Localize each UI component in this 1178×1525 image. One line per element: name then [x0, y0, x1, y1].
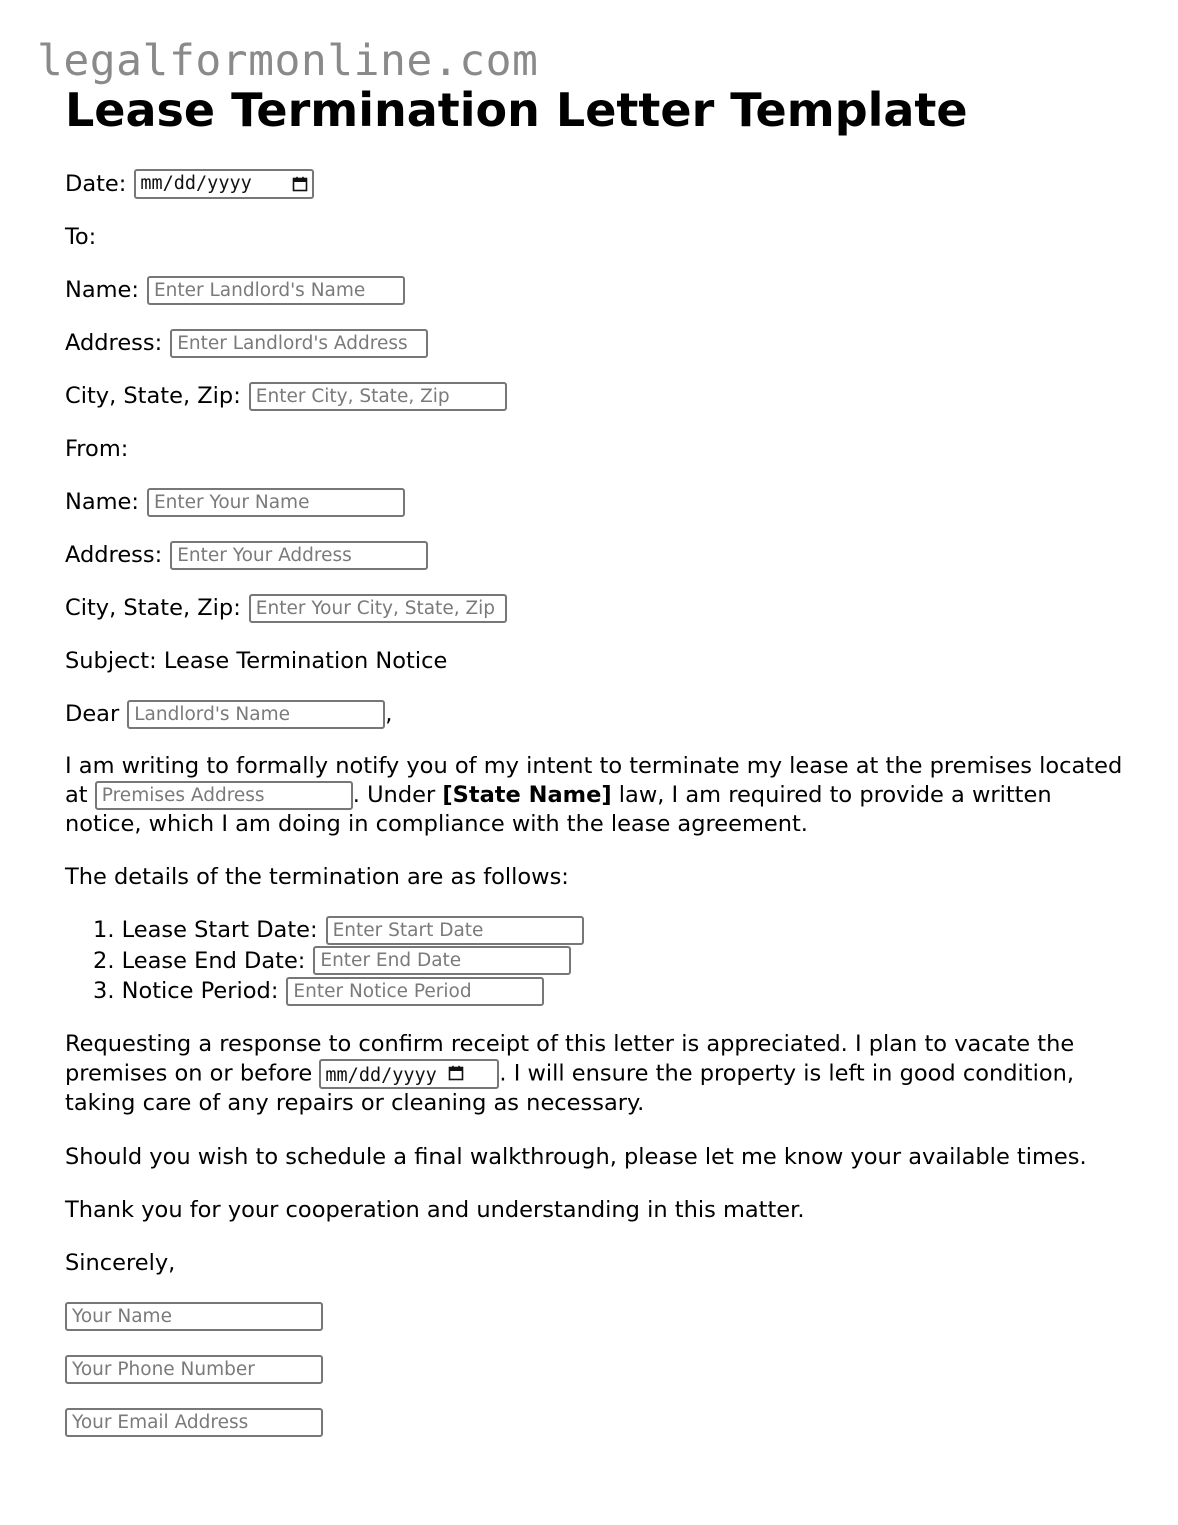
- list-item: [65, 915, 1135, 946]
- tenant-city-input[interactable]: Enter Your City, State, Zip: [249, 594, 507, 623]
- to-address-label: Address:: [65, 330, 163, 356]
- salutation-row: [65, 699, 1135, 729]
- signature-email-input[interactable]: Your Email Address: [65, 1408, 323, 1437]
- to-name-label: Name:: [65, 277, 139, 303]
- signature-phone-input[interactable]: Your Phone Number: [65, 1355, 323, 1384]
- details-list: [65, 915, 1135, 1007]
- detail-label: Notice Period:: [121, 978, 279, 1005]
- date-row: [65, 169, 1135, 199]
- calendar-icon[interactable]: [448, 1065, 464, 1081]
- detail-label: Lease End Date:: [121, 947, 306, 974]
- landlord-name-input[interactable]: Enter Landlord's Name: [147, 276, 405, 305]
- letter-content: [65, 82, 1135, 1460]
- from-address-row: [65, 540, 1135, 570]
- detail-label: Lease Start Date:: [121, 917, 318, 944]
- closing-line: Sincerely,: [65, 1249, 176, 1276]
- vacate-date-input[interactable]: [319, 1059, 499, 1089]
- lease-end-date-input[interactable]: Enter End Date: [313, 946, 571, 975]
- subject-row: [65, 646, 1135, 676]
- from-address-label: Address:: [65, 542, 163, 568]
- from-heading-row: [65, 434, 1135, 464]
- to-city-label: City, State, Zip:: [65, 383, 241, 409]
- vacate-paragraph: [65, 1030, 1135, 1119]
- from-city-label: City, State, Zip:: [65, 595, 241, 621]
- thanks-paragraph: Thank you for your cooperation and understanding in this matter.: [65, 1196, 805, 1223]
- tenant-address-input[interactable]: Enter Your Address: [170, 541, 428, 570]
- date-value: mm/dd/yyyy: [140, 173, 252, 194]
- detail-number: 1.: [93, 917, 115, 944]
- notice-period-input[interactable]: Enter Notice Period: [286, 977, 544, 1006]
- detail-number: 2.: [93, 947, 115, 974]
- landlord-address-input[interactable]: Enter Landlord's Address: [170, 329, 428, 358]
- site-watermark: legalformonline.com: [37, 36, 539, 86]
- intro-paragraph: [65, 752, 1135, 839]
- premises-address-input[interactable]: Premises Address: [95, 781, 353, 810]
- lease-start-date-input[interactable]: Enter Start Date: [326, 916, 584, 945]
- from-name-row: [65, 487, 1135, 517]
- walkthrough-paragraph: Should you wish to schedule a final walkthrough, please let me know your available times.: [65, 1143, 1087, 1170]
- salutation-landlord-input[interactable]: Landlord's Name: [127, 700, 385, 729]
- from-name-label: Name:: [65, 489, 139, 515]
- landlord-city-input[interactable]: Enter City, State, Zip: [249, 382, 507, 411]
- to-heading: To:: [65, 224, 97, 250]
- tenant-name-input[interactable]: Enter Your Name: [147, 488, 405, 517]
- intro-text-1: I am writing to formally notify you of my intent to terminate my lease at the premises located at: [65, 753, 1123, 808]
- calendar-icon[interactable]: [292, 176, 308, 192]
- list-item: [65, 976, 1135, 1007]
- signature-name-input[interactable]: Your Name: [65, 1302, 323, 1331]
- intro-text-2: . Under: [352, 782, 436, 808]
- signature-name-row: [65, 1301, 1135, 1330]
- from-city-row: [65, 593, 1135, 623]
- to-name-row: [65, 275, 1135, 305]
- subject-line: Subject: Lease Termination Notice: [65, 648, 448, 674]
- state-name: [State Name]: [442, 782, 612, 808]
- list-item: [65, 946, 1135, 977]
- vacate-text-1: Requesting a response to confirm receipt of this letter is appreciated. I plan to vacate the premises on or before: [65, 1030, 1075, 1087]
- to-city-row: [65, 381, 1135, 411]
- signature-email-row: [65, 1407, 1135, 1436]
- salutation-suffix: ,: [385, 701, 393, 727]
- vacate-text-2: . I will ensure the property is left in good condition, taking care of any repairs or cleaning as necessary.: [65, 1060, 1075, 1116]
- from-heading: From:: [65, 436, 129, 462]
- salutation-prefix: Dear: [65, 701, 120, 727]
- intro-text-3: law, I am required to provide a written notice, which I am doing in compliance with the lease agreement.: [65, 782, 1052, 837]
- signature-phone-row: [65, 1354, 1135, 1383]
- page-title: Lease Termination Letter Template: [65, 83, 968, 137]
- vacate-date-value: mm/dd/yyyy: [325, 1065, 437, 1086]
- to-heading-row: [65, 222, 1135, 252]
- date-input[interactable]: [134, 169, 314, 199]
- date-label: Date:: [65, 171, 127, 197]
- detail-number: 3.: [93, 978, 115, 1005]
- to-address-row: [65, 328, 1135, 358]
- details-heading: The details of the termination are as follows:: [65, 864, 569, 890]
